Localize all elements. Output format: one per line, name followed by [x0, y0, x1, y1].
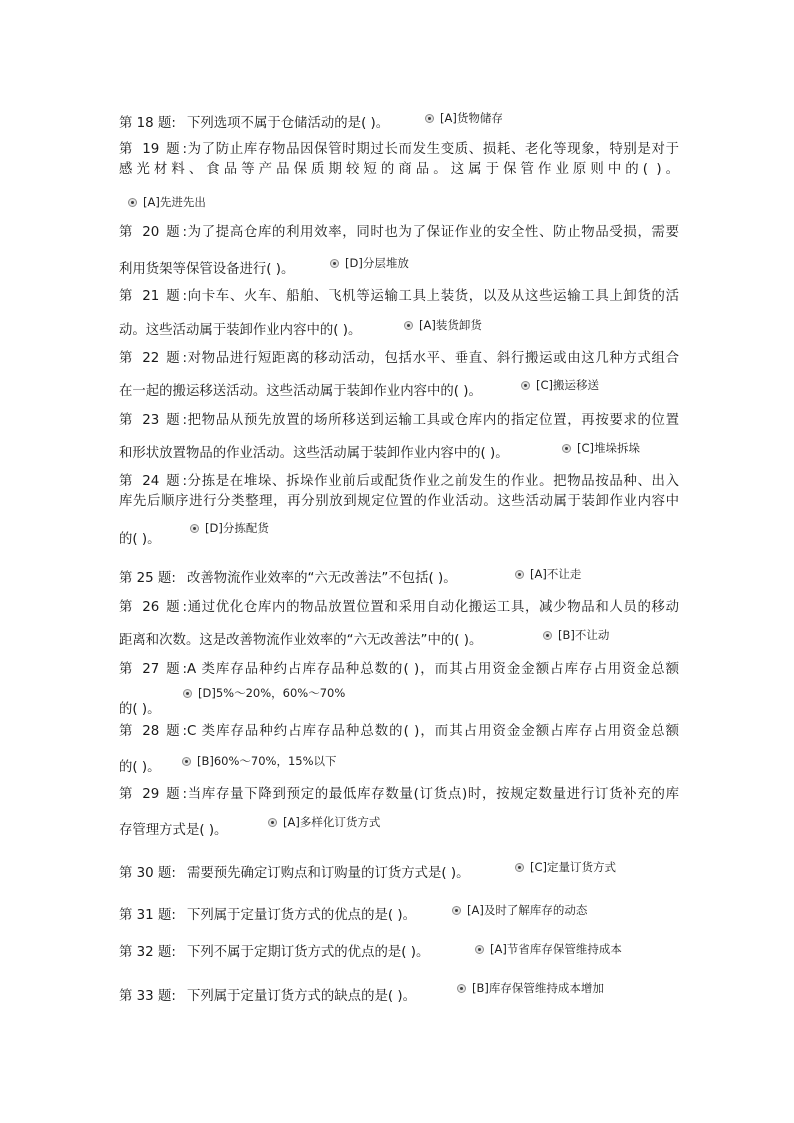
question-text: 对物品进行短距离的移动活动，包括水平、垂直、斜行搬运或由这几种方式组合: [187, 351, 679, 366]
question-20: [119, 224, 679, 242]
radio-selected-icon: [515, 863, 524, 872]
answer-text: [C]搬运移送: [536, 378, 600, 392]
question-number: 第 30 题:: [119, 866, 176, 881]
question-text: 的( )。: [119, 532, 161, 547]
question-text: 利用货架等保管设备进行( )。: [119, 262, 295, 277]
answer-text: [A]及时了解库存的动态: [467, 903, 588, 917]
answer-32[interactable]: [475, 942, 622, 956]
question-text: 距离和次数。这是改善物流作业效率的“六无改善法”中的( )。: [119, 633, 483, 648]
answer-25[interactable]: [515, 567, 581, 581]
question-text: 下列属于定量订货方式的优点的是( )。: [187, 908, 416, 923]
question-29: [119, 786, 679, 804]
question-text: 需要预先确定订购点和订购量的订货方式是( )。: [187, 866, 470, 881]
question-24-line-3: [119, 531, 679, 549]
question-number: 第 25 题:: [119, 571, 176, 586]
question-text: 把物品从预先放置的场所移送到运输工具或仓库内的指定位置，再按要求的位置: [187, 413, 679, 428]
question-18: [119, 115, 679, 133]
radio-selected-icon: [457, 984, 466, 993]
answer-33[interactable]: [457, 981, 604, 995]
answer-text: [B]60%～70%，15%以下: [197, 754, 337, 768]
radio-selected-icon: [183, 689, 192, 698]
question-text: 的( )。: [119, 760, 161, 775]
answer-text: [D]分层堆放: [345, 256, 409, 270]
radio-selected-icon: [475, 945, 484, 954]
question-text: 下列不属于定期订货方式的优点的是( )。: [187, 945, 430, 960]
answer-text: [A]不让走: [530, 567, 582, 581]
question-text: A 类库存品种约占库存品种总数的( )，而其占用资金金额占库存占用资金总额: [187, 662, 679, 677]
answer-text: [C]定量订货方式: [530, 860, 617, 874]
question-27: [119, 661, 679, 679]
question-31: [119, 907, 679, 925]
radio-selected-icon: [425, 114, 434, 123]
answer-30[interactable]: [515, 860, 616, 874]
answer-26[interactable]: [543, 628, 609, 642]
question-24-line-2: [119, 493, 679, 511]
question-19-line-2: [119, 161, 679, 179]
question-number: 第 18 题:: [119, 116, 176, 131]
question-23: [119, 412, 679, 430]
radio-selected-icon: [452, 906, 461, 915]
question-29-line-2: [119, 822, 679, 840]
answer-18[interactable]: [425, 111, 503, 125]
question-text: 下列属于定量订货方式的缺点的是( )。: [187, 989, 416, 1004]
answer-text: [A]先进先出: [143, 195, 206, 209]
question-21: [119, 288, 679, 306]
answer-text: [A]货物储存: [440, 111, 503, 125]
question-number: 第 29 题:: [119, 787, 187, 802]
question-number: 第 23 题:: [119, 413, 187, 428]
answer-text: [D]5%～20%，60%～70%: [198, 686, 346, 700]
question-text: 和形状放置物品的作业活动。这些活动属于装卸作业内容中的( )。: [119, 446, 509, 461]
radio-selected-icon: [404, 321, 413, 330]
question-number: 第 19 题:: [119, 142, 187, 157]
question-number: 第 27 题:: [119, 662, 187, 677]
answer-text: [A]多样化订货方式: [283, 815, 381, 829]
answer-text: [B]不让动: [558, 628, 610, 642]
question-text: 库先后顺序进行分类整理，再分别放到规定位置的作业活动。这些活动属于装卸作业内容中: [119, 494, 679, 509]
question-text: C 类库存品种约占库存品种总数的( )，而其占用资金金额占库存占用资金总额: [187, 724, 679, 739]
question-28: [119, 723, 679, 741]
question-19: [119, 141, 679, 159]
question-25: [119, 570, 679, 588]
question-28-line-2: [119, 759, 679, 777]
answer-27[interactable]: [183, 686, 345, 700]
question-text: 通过优化仓库内的物品放置位置和采用自动化搬运工具，减少物品和人员的移动: [187, 600, 679, 615]
radio-selected-icon: [562, 444, 571, 453]
question-text: 存管理方式是( )。: [119, 823, 228, 838]
question-27-line-2: [119, 701, 679, 719]
answer-text: [B]库存保管维持成本增加: [472, 981, 604, 995]
question-number: 第 24 题:: [119, 474, 187, 489]
question-text: 感光材料、食品等产品保质期较短的商品。这属于保管作业原则中的( )。: [119, 162, 679, 177]
question-text: 改善物流作业效率的“六无改善法”不包括( )。: [187, 571, 457, 586]
answer-21[interactable]: [404, 318, 482, 332]
answer-19[interactable]: [128, 195, 206, 209]
radio-selected-icon: [330, 259, 339, 268]
radio-selected-icon: [128, 198, 137, 207]
question-text: 分拣是在堆垛、拆垛作业前后或配货作业之前发生的作业。把物品按品种、出入: [187, 474, 679, 489]
answer-text: [A]装货卸货: [419, 318, 482, 332]
radio-selected-icon: [515, 570, 524, 579]
radio-selected-icon: [521, 381, 530, 390]
question-text: 为了防止库存物品因保管时期过长而发生变质、损耗、老化等现象，特别是对于: [187, 142, 679, 157]
question-text: 为了提高仓库的利用效率，同时也为了保证作业的安全性、防止物品受损，需要: [187, 225, 679, 240]
question-number: 第 26 题:: [119, 600, 187, 615]
question-text: 在一起的搬运移送活动。这些活动属于装卸作业内容中的( )。: [119, 384, 482, 399]
question-text: 当库存量下降到预定的最低库存数量(订货点)时，按规定数量进行订货补充的库: [187, 787, 679, 802]
question-number: 第 22 题:: [119, 351, 187, 366]
answer-text: [A]节省库存保管维持成本: [490, 942, 622, 956]
question-number: 第 20 题:: [119, 225, 187, 240]
question-26: [119, 599, 679, 617]
question-number: 第 32 题:: [119, 945, 176, 960]
radio-selected-icon: [543, 631, 552, 640]
question-text: 动。这些活动属于装卸作业内容中的( )。: [119, 323, 362, 338]
question-24: [119, 473, 679, 491]
question-number: 第 33 题:: [119, 989, 176, 1004]
answer-22[interactable]: [521, 378, 599, 392]
answer-text: [C]堆垛拆垛: [577, 441, 641, 455]
question-text: 向卡车、火车、船舶、飞机等运输工具上装货，以及从这些运输工具上卸货的活: [187, 289, 679, 304]
answer-20[interactable]: [330, 256, 409, 270]
answer-text: [D]分拣配货: [205, 521, 269, 535]
answer-23[interactable]: [562, 441, 640, 455]
question-21-line-2: [119, 322, 679, 340]
question-22: [119, 350, 679, 368]
question-number: 第 28 题:: [119, 724, 187, 739]
answer-31[interactable]: [452, 903, 587, 917]
question-number: 第 31 题:: [119, 908, 176, 923]
question-number: 第 21 题:: [119, 289, 187, 304]
question-text: 的( )。: [119, 702, 161, 717]
question-text: 下列选项不属于仓储活动的是( )。: [187, 116, 390, 131]
